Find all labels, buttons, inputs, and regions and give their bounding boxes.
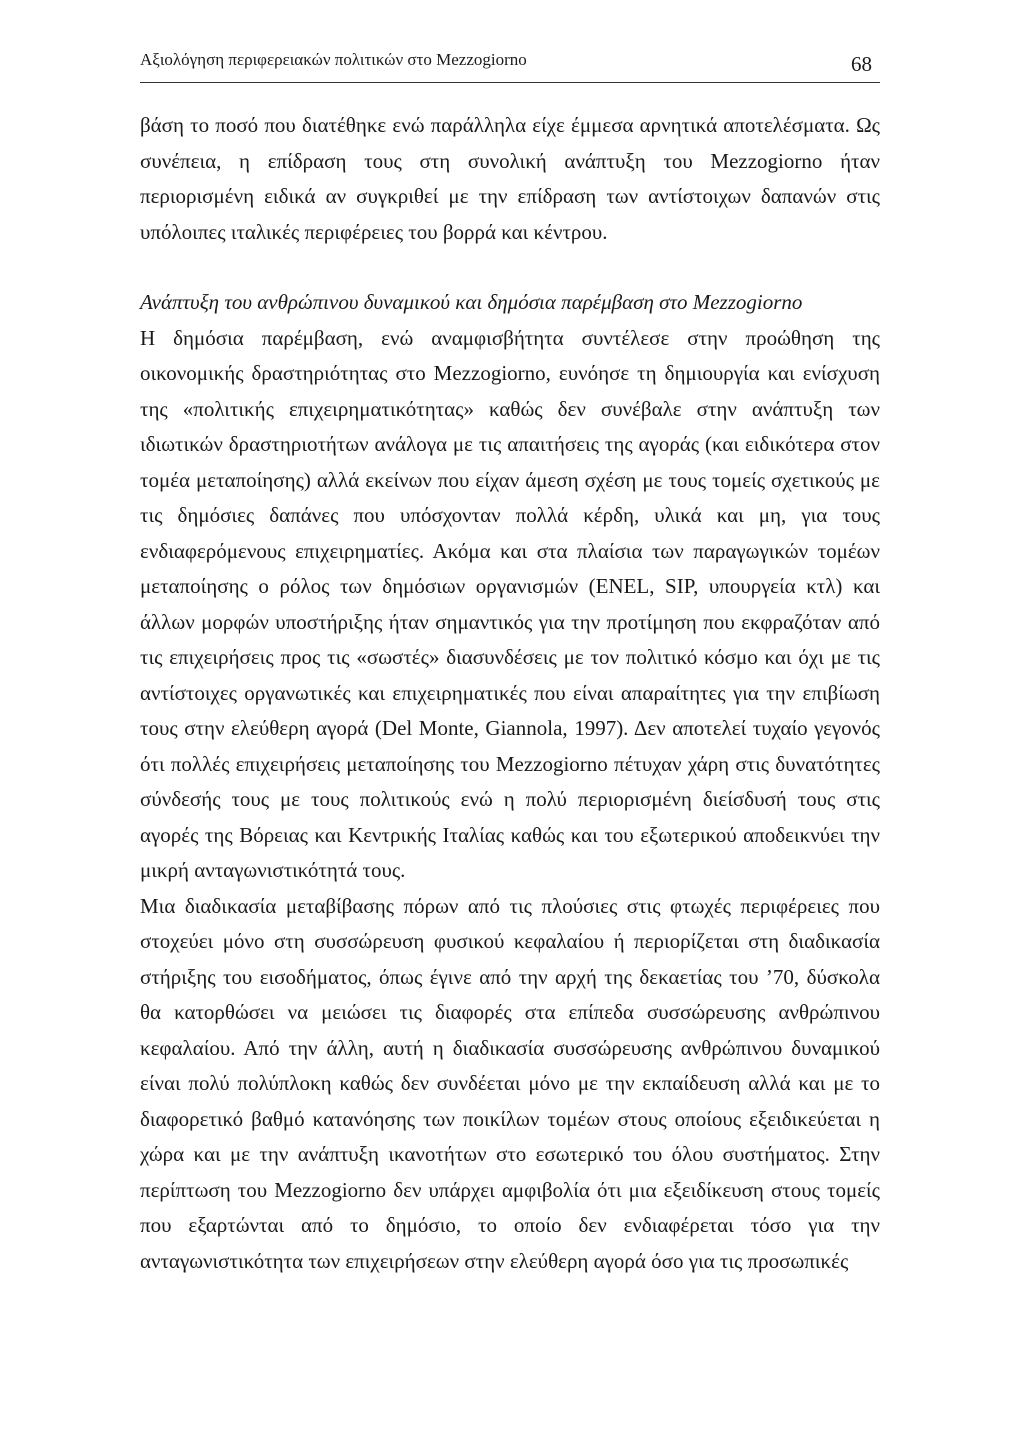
running-header [140, 48, 880, 83]
paragraph-public-intervention: Η δημόσια παρέμβαση, ενώ αναμφισβήτητα συντέλεσε στην προώθηση της οικονομικής δραστηριότητας στο Mezzogiorno, ευνόησε τη δημιουργία και ενίσχυση της «πολιτικής επιχειρηματικότητας» καθώς δεν συνέβαλε στην ανάπτυξη των ιδιωτικών δραστηριοτήτων ανάλογα με τις απαιτήσεις της αγοράς (και ειδικότερα στον τομέα μεταποίησης) αλλά εκείνων που είχαν άμεση σχέση με τους τομείς σχετικούς με τις δημόσιες δαπάνες που υπόσχονταν πολλά κέρδη, υλικά και μη, για τους ενδιαφερόμενους επιχειρηματίες. Ακόμα και στα πλαίσια των παραγωγικών τομέων μεταποίησης ο ρόλος των δημόσιων οργανισμών (ENEL, SIP, υπουργεία κτλ) και άλλων μορφών υποστήριξης ήταν σημαντικός για την προτίμηση που εκφραζόταν από τις επιχειρήσεις προς τις «σωστές» διασυνδέσεις με τον πολιτικό κόσμο και όχι με τις αντίστοιχες οργανωτικές και επιχειρηματικές που είναι απαραίτητες για την επιβίωση τους στην ελεύθερη αγορά (Del Monte, Giannola, 1997). Δεν αποτελεί τυχαίο γεγονός ότι πολλές επιχειρήσεις μεταποίησης του Mezzogiorno πέτυχαν χάρη στις δυνατότητες σύνδεσής τους με τους πολιτικούς ενώ η πολύ περιορισμένη διείσδυσή τους στις αγορές της Βόρειας και Κεντρικής Ιταλίας καθώς και του εξωτερικού αποδεικνύει την μικρή ανταγωνιστικότητά τους. [140, 325, 880, 882]
body-text [140, 108, 880, 1279]
paragraph-continued: βάση το ποσό που διατέθηκε ενώ παράλληλα είχε έμμεσα αρνητικά αποτελέσματα. Ως συνέπεια, η επίδραση τους στη συνολική ανάπτυξη του Mezzogiorno ήταν περιορισμένη ειδικά αν συγκριθεί με την επίδραση των αντίστοιχων δαπανών στις υπόλοιπες ιταλικές περιφέρειες του βορρά και κέντρου. [140, 113, 880, 244]
section-heading: Ανάπτυξη του ανθρώπινου δυναμικού και δημόσια παρέμβαση στο Mezzogiorno [140, 290, 803, 314]
page-number: 68 [851, 52, 872, 76]
paragraph-resource-transfer: Μια διαδικασία μεταβίβασης πόρων από τις πλούσιες στις φτωχές περιφέρειες που στοχεύει μόνο στη συσσώρευση φυσικού κεφαλαίου ή περιορίζεται στη διαδικασία στήριξης του εισοδήματος, όπως έγινε από την αρχή της δεκαετίας του ’70, δύσκολα θα κατορθώσει να μειώσει τις διαφορές στα επίπεδα συσσώρευσης ανθρώπινου κεφαλαίου. Από την άλλη, αυτή η διαδικασία συσσώρευσης ανθρώπινου δυναμικού είναι πολύ πολύπλοκη καθώς δεν συνδέεται μόνο με την εκπαίδευση αλλά και με το διαφορετικό βαθμό κατανόησης των ποικίλων τομέων στους οποίους εξειδικεύεται η χώρα και με την ανάπτυξη ικανοτήτων στο εσωτερικό του όλου συστήματος. Στην περίπτωση του Mezzogiorno δεν υπάρχει αμφιβολία ότι μια εξειδίκευση στους τομείς που εξαρτώνται από το δημόσιο, το οποίο δεν ενδιαφέρεται τόσο για την ανταγωνιστικότητα των επιχειρήσεων στην ελεύθερη αγορά όσο για τις προσωπικές [140, 893, 880, 1273]
running-header-title: Αξιολόγηση περιφερειακών πολιτικών στο Mezzogiorno [140, 50, 527, 69]
